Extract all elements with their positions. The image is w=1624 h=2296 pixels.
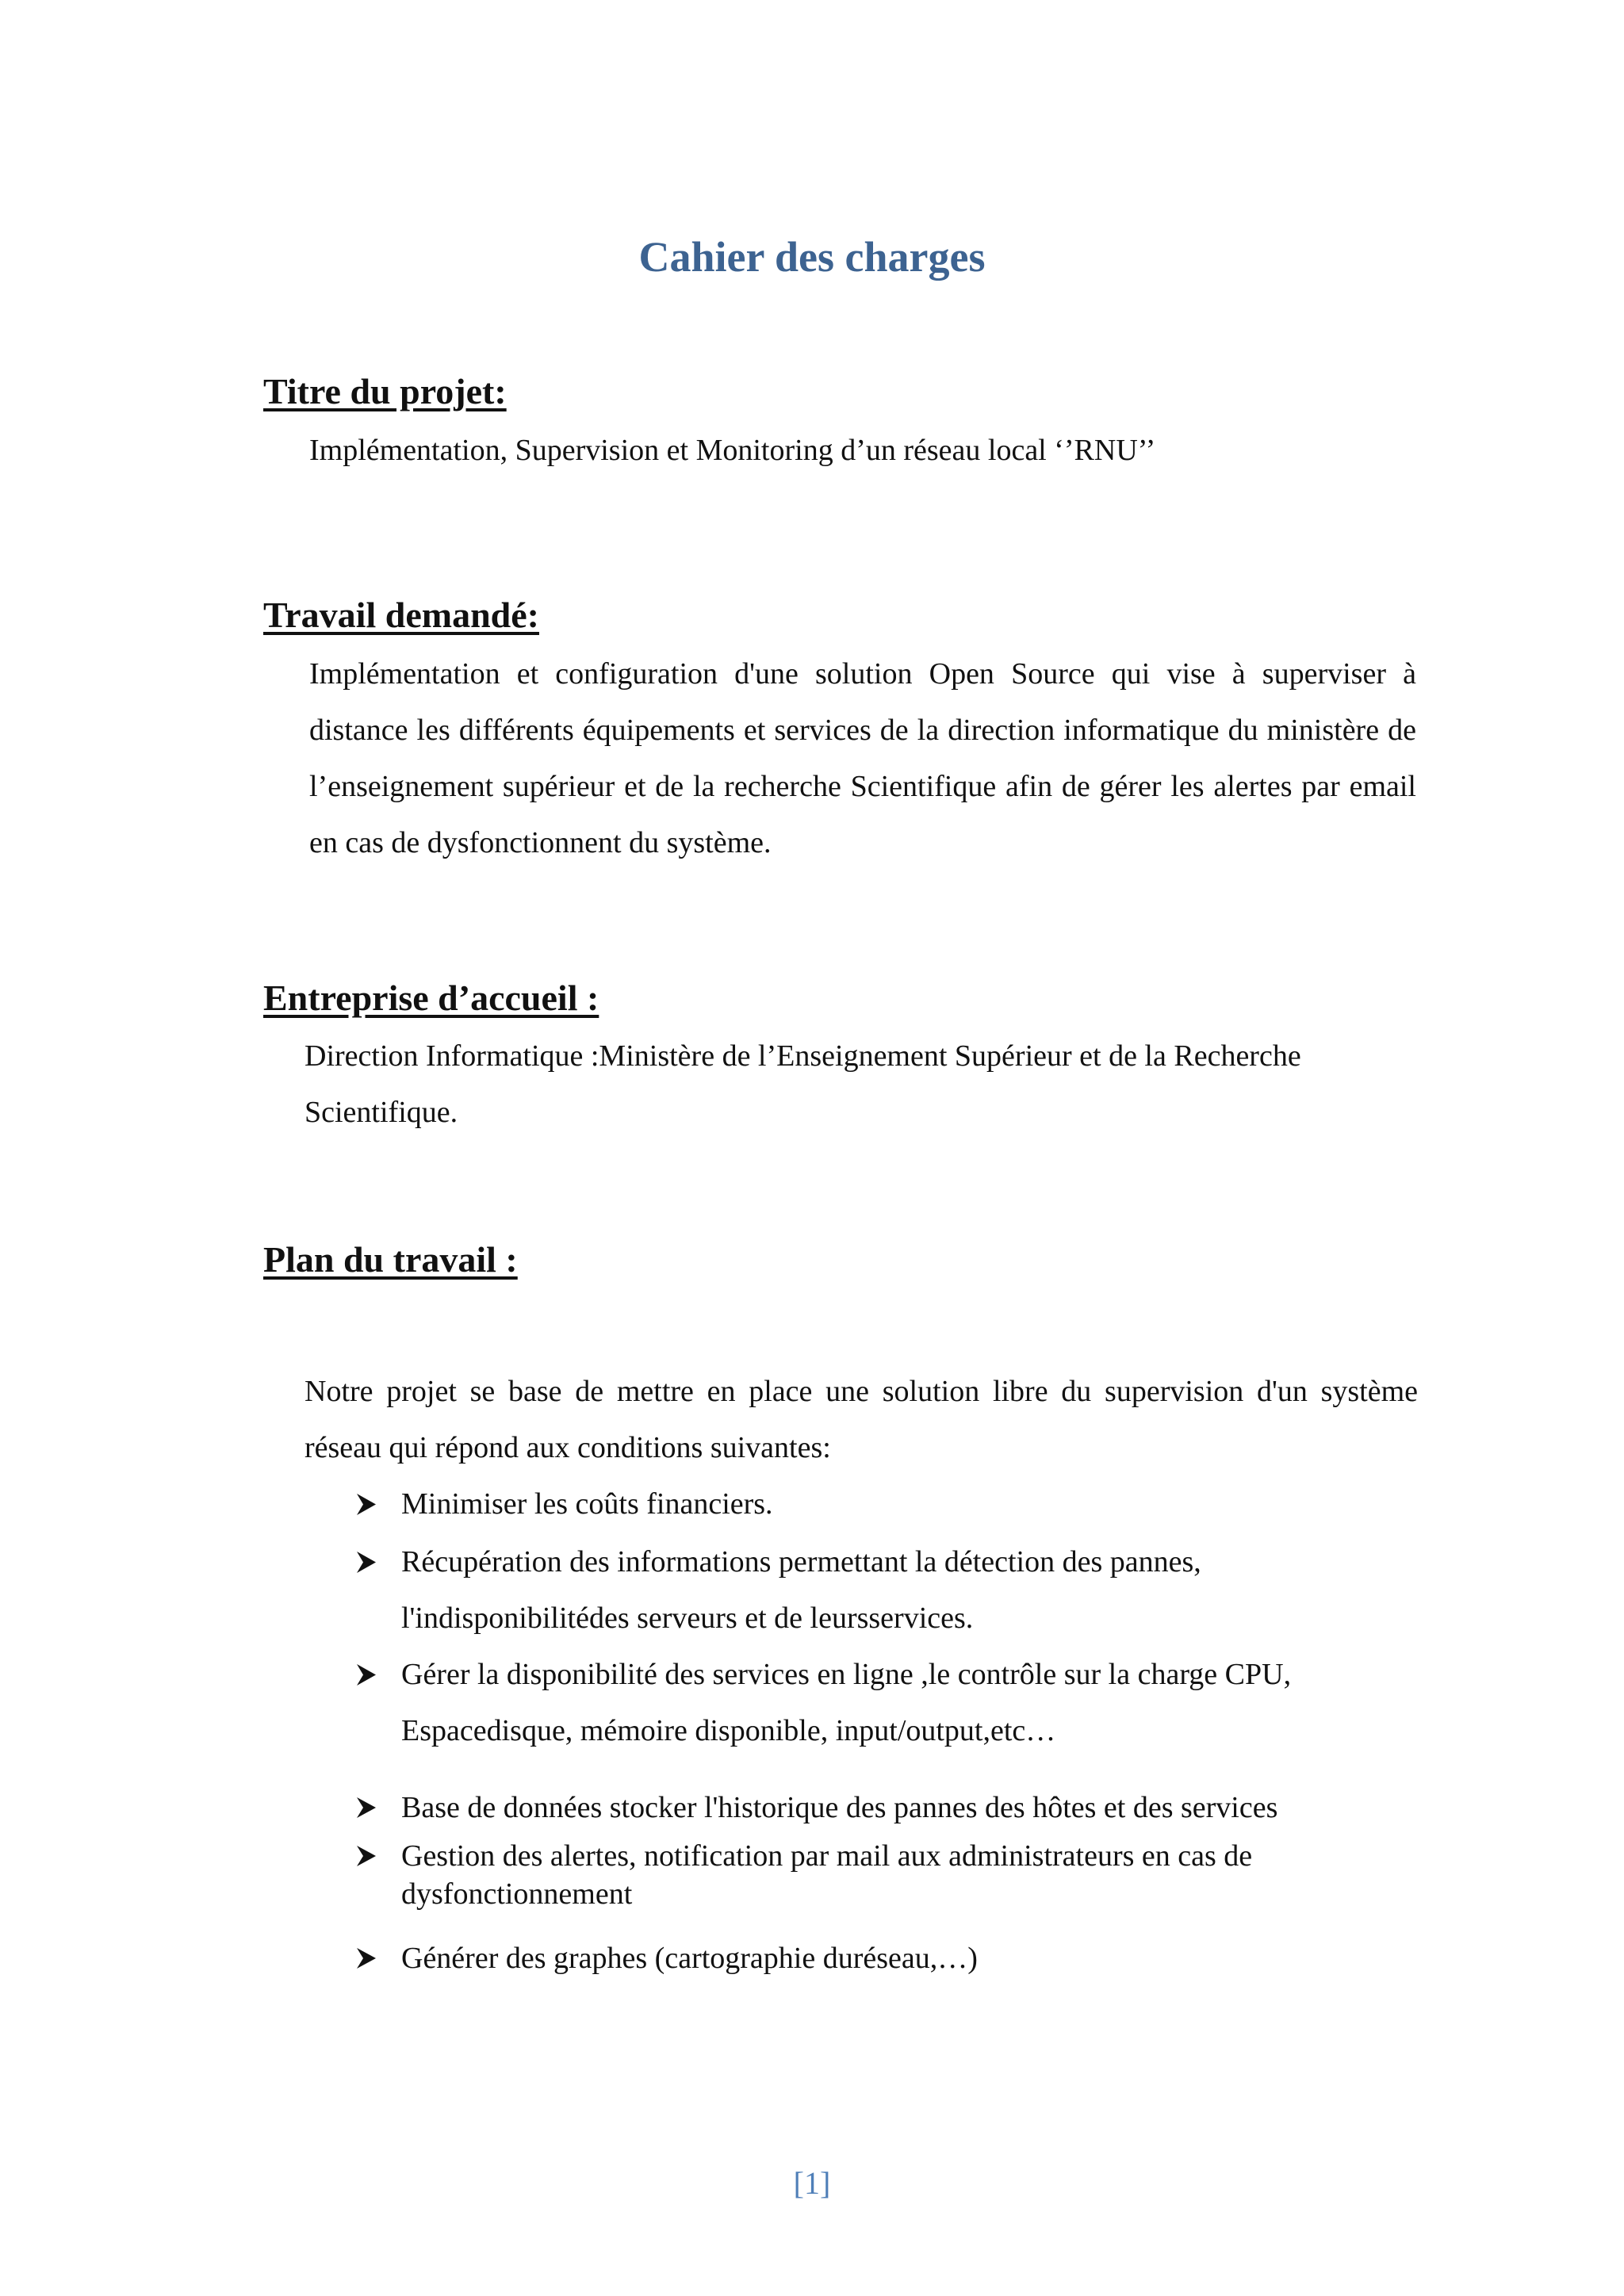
list-item bbox=[355, 1781, 1464, 1835]
document-title: Cahier des charges bbox=[638, 233, 986, 281]
heading-travail-demande: Travail demandé: bbox=[263, 595, 539, 635]
arrowhead-bullet-icon bbox=[355, 1837, 382, 1875]
bullet-text: Gérer la disponibilité des services en ligne ,le contrôle sur la charge CPU, Espacedisque, mémoire disponible, input/output,etc… bbox=[401, 1658, 1292, 1747]
bullet-text: Gestion des alertes, notification par mail aux administrateurs en cas de dysfonctionnement bbox=[401, 1839, 1253, 1911]
heading-entreprise-accueil: Entreprise d’accueil : bbox=[263, 978, 599, 1018]
bullet-text: Générer des graphes (cartographie duréseau,…) bbox=[401, 1942, 978, 1975]
entreprise-accueil-text: Direction Informatique :Ministère de l’Enseignement Supérieur et de la Recherche Scientifique. bbox=[304, 1039, 1301, 1129]
arrowhead-bullet-icon bbox=[355, 1647, 382, 1703]
list-item bbox=[355, 1476, 1464, 1533]
heading-plan-travail: Plan du travail : bbox=[263, 1239, 518, 1280]
arrowhead-bullet-icon bbox=[355, 1781, 382, 1835]
page-number: [1] bbox=[793, 2165, 831, 2201]
titre-projet-text: Implémentation, Supervision et Monitoring d’un réseau local ‘’RNU’’ bbox=[309, 434, 1156, 467]
list-item bbox=[355, 1837, 1432, 1913]
bullet-text: Base de données stocker l'historique des pannes des hôtes et des services bbox=[401, 1791, 1278, 1824]
bullet-text: Récupération des informations permettant la détection des pannes, l'indisponibilitédes serveurs et de leursservices. bbox=[401, 1545, 1201, 1635]
travail-demande-text: Implémentation et configuration d'une solution Open Source qui vise à superviser à distance les différents équipements et services de la direction informatique du ministère de l’enseignement supérieur et de la recherche Scientifique afin de gérer les alertes par email en cas de dysfonctionnent du système. bbox=[309, 657, 1416, 859]
list-item bbox=[355, 1647, 1440, 1759]
bullet-text: Minimiser les coûts financiers. bbox=[401, 1487, 773, 1521]
list-item bbox=[355, 1534, 1361, 1647]
arrowhead-bullet-icon bbox=[355, 1476, 382, 1533]
arrowhead-bullet-icon bbox=[355, 1534, 382, 1590]
arrowhead-bullet-icon bbox=[355, 1931, 382, 1985]
list-item bbox=[355, 1931, 1464, 1985]
heading-titre-projet: Titre du projet: bbox=[263, 371, 507, 411]
plan-intro-text: Notre projet se base de mettre en place une solution libre du supervision d'un système réseau qui répond aux conditions suivantes: bbox=[304, 1375, 1418, 1464]
